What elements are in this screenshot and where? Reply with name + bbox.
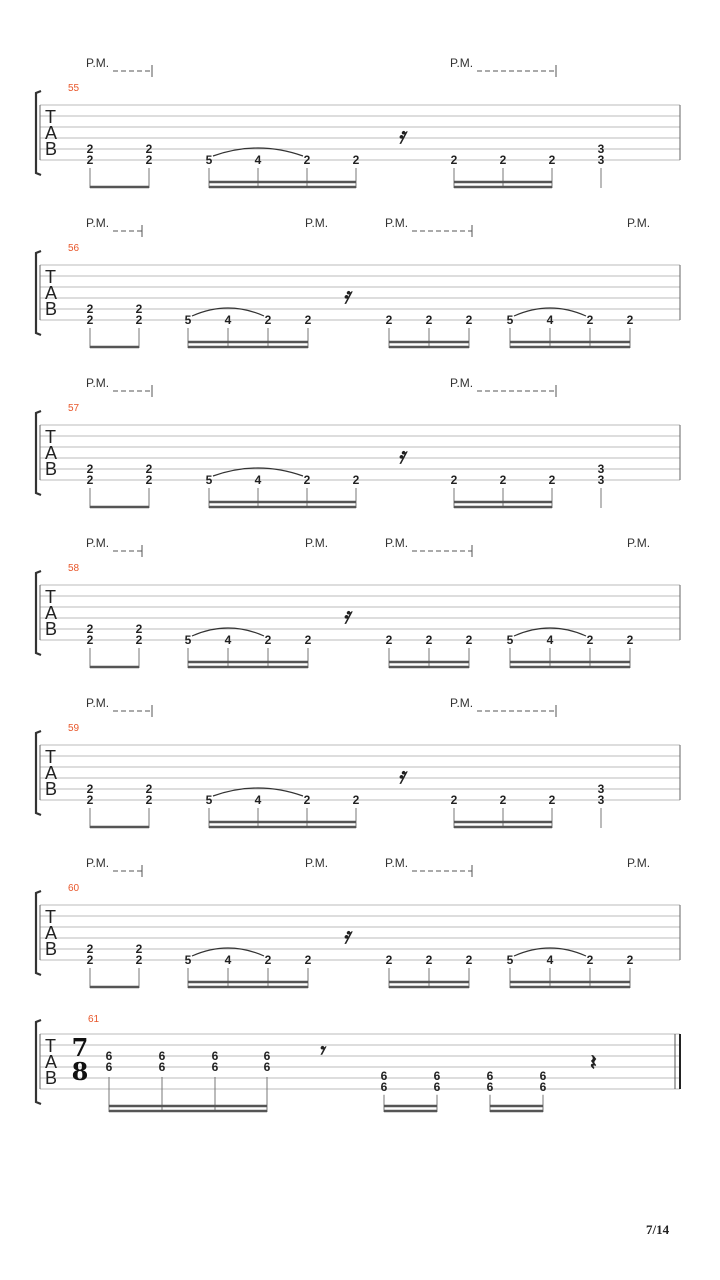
fret-number: 6 [539, 1079, 547, 1094]
time-signature-numerator: 7 [71, 1033, 89, 1062]
fret-number: 2 [145, 782, 153, 796]
palm-mute-label: P.M. [627, 216, 651, 230]
fret-number: 6 [433, 1079, 441, 1094]
fret-number: 2 [86, 622, 94, 636]
palm-mute-label: P.M. [86, 216, 110, 230]
fret-number: 2 [352, 153, 360, 167]
fret-number: 6 [105, 1049, 113, 1063]
fret-number: 6 [380, 1068, 388, 1083]
time-signature-denominator: 8 [71, 1057, 89, 1086]
fret-number: 2 [499, 473, 507, 487]
tab-clef-letter: B [45, 1068, 58, 1088]
fret-number: 2 [465, 313, 473, 327]
fret-number: 2 [626, 313, 634, 327]
tab-clef-letter: T [45, 587, 56, 607]
fret-number: 2 [86, 302, 94, 316]
measure-number: 59 [68, 723, 80, 734]
palm-mute-label: P.M. [86, 376, 110, 390]
fret-number: 6 [486, 1068, 494, 1083]
fret-number: 2 [145, 142, 153, 156]
fret-number: 6 [539, 1068, 547, 1083]
fret-number: 3 [597, 153, 605, 167]
fret-number: 4 [546, 313, 554, 327]
fret-number: 3 [597, 462, 605, 476]
fret-number: 5 [506, 953, 514, 967]
fret-number: 2 [135, 953, 143, 967]
fret-number: 2 [86, 633, 94, 647]
tab-clef-letter: T [45, 427, 56, 447]
fret-number: 3 [597, 142, 605, 156]
fret-number: 2 [499, 793, 507, 807]
tab-clef-letter: B [45, 779, 58, 799]
palm-mute-label: P.M. [450, 696, 474, 710]
fret-number: 2 [548, 793, 556, 807]
fret-number: 2 [352, 793, 360, 807]
fret-number: 2 [135, 302, 143, 316]
fret-number: 2 [86, 462, 94, 476]
fret-number: 6 [211, 1049, 219, 1063]
fret-number: 2 [86, 153, 94, 167]
palm-mute-label: P.M. [305, 216, 329, 230]
fret-number: 2 [425, 633, 433, 647]
tab-clef-letter: T [45, 107, 56, 127]
fret-number: 4 [224, 953, 232, 967]
fret-number: 4 [254, 153, 262, 167]
fret-number: 3 [597, 473, 605, 487]
sixteenth-rest: 𝄿 [398, 123, 405, 149]
fret-number: 5 [184, 313, 192, 327]
fret-number: 5 [506, 633, 514, 647]
fret-number: 2 [465, 633, 473, 647]
fret-number: 2 [586, 953, 594, 967]
fret-number: 2 [86, 473, 94, 487]
fret-number: 2 [425, 953, 433, 967]
fret-number: 2 [465, 953, 473, 967]
palm-mute-label: P.M. [86, 536, 110, 550]
tab-clef-letter: A [45, 123, 58, 143]
fret-number: 2 [135, 622, 143, 636]
fret-number: 6 [380, 1079, 388, 1094]
fret-number: 6 [433, 1068, 441, 1083]
fret-number: 2 [499, 153, 507, 167]
fret-number: 2 [145, 153, 153, 167]
fret-number: 6 [158, 1060, 166, 1074]
palm-mute-label: P.M. [627, 536, 651, 550]
measure-number: 60 [68, 883, 80, 894]
fret-number: 4 [546, 633, 554, 647]
fret-number: 2 [86, 793, 94, 807]
fret-number: 2 [425, 313, 433, 327]
fret-number: 2 [264, 313, 272, 327]
fret-number: 2 [264, 953, 272, 967]
fret-number: 6 [263, 1049, 271, 1063]
fret-number: 2 [145, 793, 153, 807]
measure-number: 61 [88, 1014, 100, 1025]
tab-clef-letter: B [45, 619, 58, 639]
fret-number: 5 [205, 153, 213, 167]
eighth-rest: 𝄾 [318, 1038, 324, 1064]
tab-clef-letter: A [45, 283, 58, 303]
tab-clef-letter: T [45, 267, 56, 287]
sixteenth-rest: 𝄿 [398, 443, 405, 469]
fret-number: 5 [205, 473, 213, 487]
measure-number: 58 [68, 563, 80, 574]
fret-number: 2 [450, 153, 458, 167]
palm-mute-label: P.M. [385, 536, 409, 550]
fret-number: 4 [254, 793, 262, 807]
fret-number: 3 [597, 793, 605, 807]
fret-number: 2 [135, 942, 143, 956]
fret-number: 6 [158, 1049, 166, 1063]
fret-number: 2 [450, 473, 458, 487]
fret-number: 2 [586, 633, 594, 647]
fret-number: 6 [211, 1060, 219, 1074]
fret-number: 2 [145, 473, 153, 487]
measure-number: 55 [68, 83, 80, 94]
fret-number: 4 [546, 953, 554, 967]
palm-mute-label: P.M. [86, 696, 110, 710]
fret-number: 2 [304, 313, 312, 327]
palm-mute-label: P.M. [305, 536, 329, 550]
tab-clef-letter: B [45, 299, 58, 319]
fret-number: 4 [254, 473, 262, 487]
fret-number: 5 [184, 633, 192, 647]
fret-number: 2 [450, 793, 458, 807]
fret-number: 2 [303, 473, 311, 487]
fret-number: 6 [486, 1079, 494, 1094]
tab-clef-letter: A [45, 1052, 58, 1072]
sixteenth-rest: 𝄿 [343, 603, 350, 629]
palm-mute-label: P.M. [385, 216, 409, 230]
fret-number: 5 [205, 793, 213, 807]
fret-number: 2 [304, 953, 312, 967]
fret-number: 2 [385, 313, 393, 327]
tab-clef-letter: T [45, 747, 56, 767]
fret-number: 2 [626, 633, 634, 647]
fret-number: 2 [548, 473, 556, 487]
page-number: 7/14 [646, 1222, 670, 1237]
fret-number: 5 [184, 953, 192, 967]
fret-number: 4 [224, 633, 232, 647]
fret-number: 2 [586, 313, 594, 327]
tab-clef-letter: A [45, 443, 58, 463]
palm-mute-label: P.M. [305, 856, 329, 870]
tab-clef-letter: A [45, 763, 58, 783]
measure-number: 56 [68, 243, 80, 254]
palm-mute-label: P.M. [450, 376, 474, 390]
fret-number: 2 [626, 953, 634, 967]
fret-number: 2 [352, 473, 360, 487]
fret-number: 2 [86, 313, 94, 327]
fret-number: 3 [597, 782, 605, 796]
fret-number: 2 [303, 153, 311, 167]
tab-clef-letter: A [45, 603, 58, 623]
tab-clef-letter: B [45, 139, 58, 159]
fret-number: 2 [385, 953, 393, 967]
sixteenth-rest: 𝄿 [343, 283, 350, 309]
tab-clef-letter: T [45, 907, 56, 927]
tab-clef-letter: A [45, 923, 58, 943]
fret-number: 2 [303, 793, 311, 807]
quarter-rest: 𝄽 [590, 1050, 597, 1076]
palm-mute-label: P.M. [627, 856, 651, 870]
fret-number: 2 [145, 462, 153, 476]
fret-number: 2 [86, 953, 94, 967]
tab-clef-letter: T [45, 1036, 56, 1056]
fret-number: 2 [135, 313, 143, 327]
fret-number: 2 [385, 633, 393, 647]
palm-mute-label: P.M. [450, 56, 474, 70]
fret-number: 2 [548, 153, 556, 167]
palm-mute-label: P.M. [86, 56, 110, 70]
fret-number: 2 [135, 633, 143, 647]
palm-mute-label: P.M. [385, 856, 409, 870]
fret-number: 5 [506, 313, 514, 327]
fret-number: 2 [304, 633, 312, 647]
tab-clef-letter: B [45, 939, 58, 959]
sixteenth-rest: 𝄿 [343, 923, 350, 949]
palm-mute-label: P.M. [86, 856, 110, 870]
fret-number: 6 [263, 1060, 271, 1074]
fret-number: 4 [224, 313, 232, 327]
measure-number: 57 [68, 403, 80, 414]
fret-number: 2 [264, 633, 272, 647]
fret-number: 6 [105, 1060, 113, 1074]
fret-number: 2 [86, 782, 94, 796]
fret-number: 2 [86, 942, 94, 956]
tab-clef-letter: B [45, 459, 58, 479]
sixteenth-rest: 𝄿 [398, 763, 405, 789]
fret-number: 2 [86, 142, 94, 156]
